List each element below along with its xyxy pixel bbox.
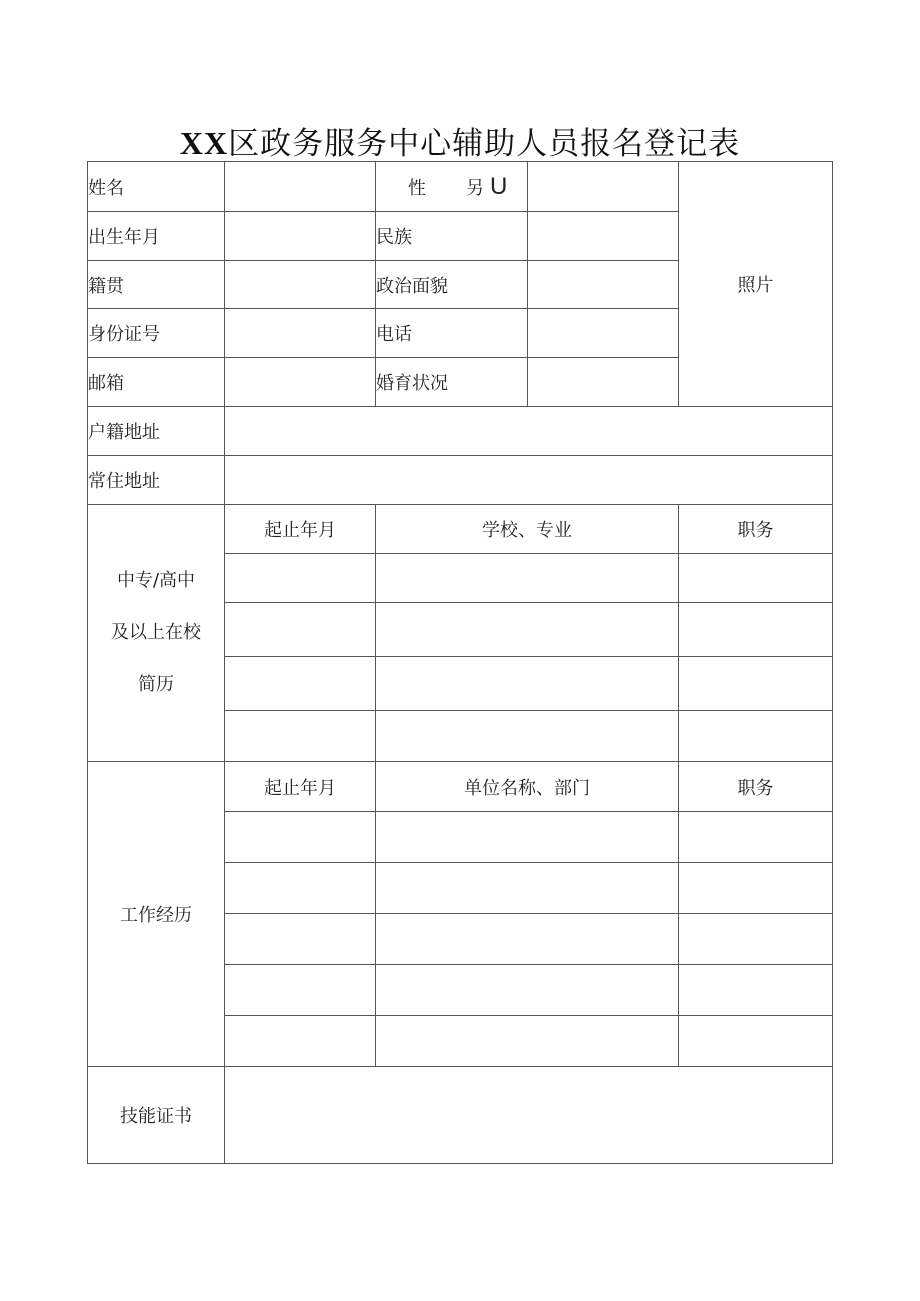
- work-period-cell[interactable]: [225, 965, 376, 1016]
- ethnicity-label: 民族: [376, 212, 528, 261]
- work-col-position: 职务: [679, 762, 833, 812]
- education-section-label: [88, 505, 225, 762]
- title-main: 区政务服务中心辅助人员报名登记表: [228, 126, 741, 162]
- native-place-label: 籍贯: [88, 261, 225, 309]
- work-unit-cell[interactable]: [376, 863, 679, 914]
- education-position-cell[interactable]: [679, 603, 833, 657]
- education-school-cell[interactable]: [376, 554, 679, 603]
- email-label: 邮箱: [88, 358, 225, 407]
- phone-field[interactable]: [528, 309, 679, 358]
- work-period-cell[interactable]: [225, 914, 376, 965]
- education-position-cell[interactable]: [679, 657, 833, 711]
- work-unit-cell[interactable]: [376, 812, 679, 863]
- photo-box[interactable]: [679, 162, 833, 407]
- work-position-cell[interactable]: [679, 863, 833, 914]
- household-address-field[interactable]: [225, 407, 833, 456]
- work-period-cell[interactable]: [225, 863, 376, 914]
- birth-label: 出生年月: [88, 212, 225, 261]
- education-period-cell[interactable]: [225, 554, 376, 603]
- political-label: 政治面貌: [376, 261, 528, 309]
- work-unit-cell[interactable]: [376, 1016, 679, 1067]
- gender-label-b: 另: [466, 177, 484, 199]
- phone-label: 电话: [376, 309, 528, 358]
- title-prefix: XX: [179, 125, 229, 161]
- name-label: 姓名: [88, 162, 225, 212]
- work-position-cell[interactable]: [679, 914, 833, 965]
- education-col-position: 职务: [679, 505, 833, 554]
- work-position-cell[interactable]: [679, 812, 833, 863]
- work-period-cell[interactable]: [225, 812, 376, 863]
- residence-address-field[interactable]: [225, 456, 833, 505]
- gender-label-c: U: [490, 172, 508, 200]
- education-label-line3: 简历: [138, 674, 174, 695]
- native-place-field[interactable]: [225, 261, 376, 309]
- education-label-line1: 中专/高中: [116, 570, 196, 591]
- education-label-line2: 及以上在校: [111, 622, 201, 643]
- name-field[interactable]: [225, 162, 376, 212]
- political-field[interactable]: [528, 261, 679, 309]
- registration-form-table: [87, 161, 833, 1164]
- marital-label: 婚育状况: [376, 358, 528, 407]
- work-unit-cell[interactable]: [376, 914, 679, 965]
- household-address-label: 户籍地址: [88, 407, 225, 456]
- birth-field[interactable]: [225, 212, 376, 261]
- marital-field[interactable]: [528, 358, 679, 407]
- form-title: [0, 118, 920, 163]
- education-col-school: 学校、专业: [376, 505, 679, 554]
- residence-address-label: 常住地址: [88, 456, 225, 505]
- work-col-unit: 单位名称、部门: [376, 762, 679, 812]
- education-col-period: 起止年月: [225, 505, 376, 554]
- education-school-cell[interactable]: [376, 603, 679, 657]
- work-col-period: 起止年月: [225, 762, 376, 812]
- education-school-cell[interactable]: [376, 711, 679, 762]
- education-school-cell[interactable]: [376, 657, 679, 711]
- education-period-cell[interactable]: [225, 711, 376, 762]
- skills-label: 技能证书: [88, 1067, 225, 1164]
- work-position-cell[interactable]: [679, 1016, 833, 1067]
- ethnicity-field[interactable]: [528, 212, 679, 261]
- education-position-cell[interactable]: [679, 711, 833, 762]
- gender-label: [376, 162, 528, 212]
- work-unit-cell[interactable]: [376, 965, 679, 1016]
- gender-label-a: 性: [408, 177, 426, 199]
- education-period-cell[interactable]: [225, 657, 376, 711]
- gender-field[interactable]: [528, 162, 679, 212]
- education-period-cell[interactable]: [225, 603, 376, 657]
- work-section-label: 工作经历: [88, 762, 225, 1067]
- id-number-label: 身份证号: [88, 309, 225, 358]
- work-position-cell[interactable]: [679, 965, 833, 1016]
- skills-field[interactable]: [225, 1067, 833, 1164]
- photo-label: 照片: [737, 275, 774, 296]
- work-period-cell[interactable]: [225, 1016, 376, 1067]
- education-position-cell[interactable]: [679, 554, 833, 603]
- id-number-field[interactable]: [225, 309, 376, 358]
- email-field[interactable]: [225, 358, 376, 407]
